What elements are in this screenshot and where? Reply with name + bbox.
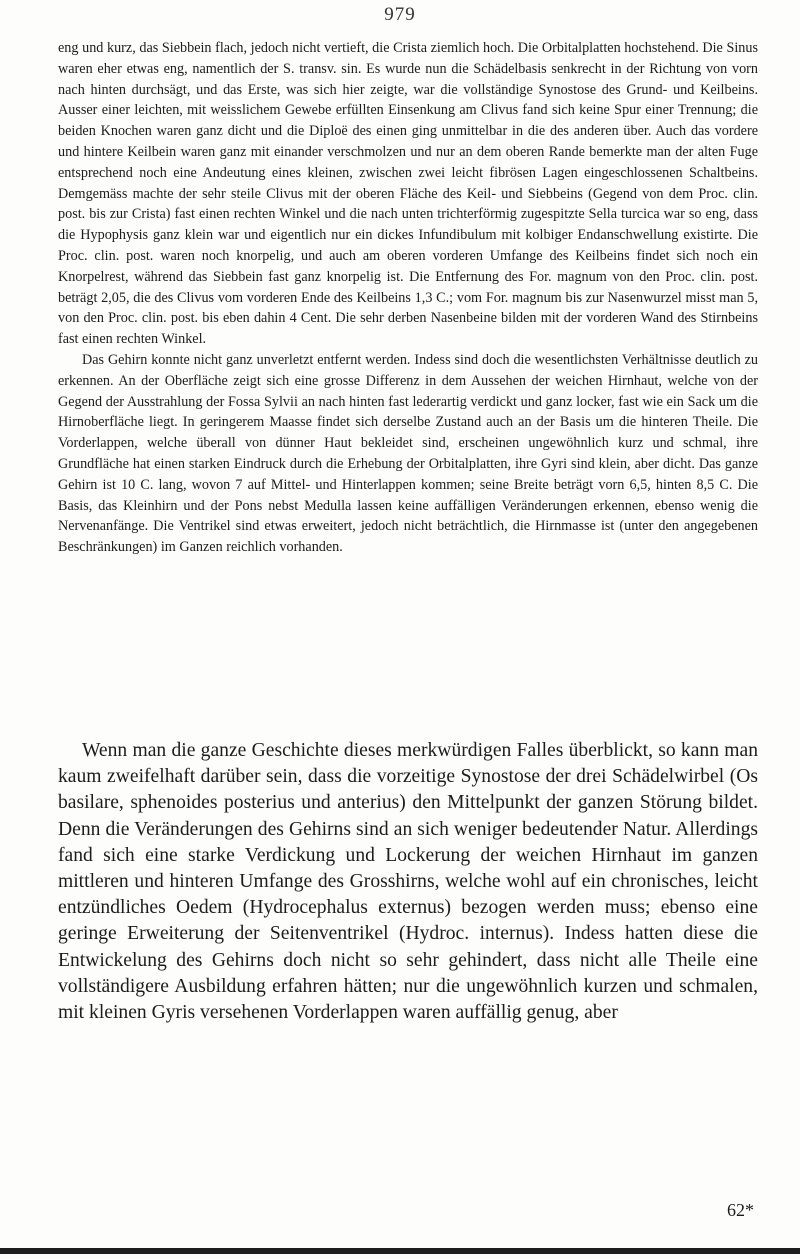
paragraph-brain-findings: Das Gehirn konnte nicht ganz unverletzt entfernt werden. Indess sind doch die wesentlichsten Verhältnisse deutlich zu erkennen. An der Oberfläche zeigt sich eine grosse Differenz in dem Aussehen der weichen Hirnhaut, welche von der Gegend der Ausstrahlung der Fossa Sylvii an nach hinten fast lederartig verdickt und ganz locker, fast wie ein Sack um die Hirnoberfläche liegt. In geringerem Maasse findet sich derselbe Zustand auch an der Basis um die hinteren Theile. Die Vorderlappen, welche überall von dünner Haut bekleidet sind, erscheinen ungewöhnlich kurz und schmal, ihre Grundfläche hat einen starken Eindruck durch die Erhebung der Orbitalplatten, ihre Gyri sind klein, aber dicht. Das ganze Gehirn ist 10 C. lang, wovon 7 auf Mittel- und Hinterlappen kommen; seine Breite beträgt vorn 6,5, hinten 8,5 C. Die Basis, das Kleinhirn und der Pons nebst Medulla lassen keine auffälligen Veränderungen erkennen, ebenso wenig die Nervenanfänge. Die Ventrikel sind etwas erweitert, jedoch nicht beträchtlich, die Hirnmasse ist (unter den angegebenen Beschränkungen) im Ganzen reichlich vorhanden. xyxy=(58,351,758,556)
small-print-section xyxy=(58,38,758,558)
signature-mark: 62* xyxy=(727,1200,754,1220)
large-print-section xyxy=(58,738,758,1026)
paragraph-case-summary: Wenn man die ganze Geschichte dieses merkwürdigen Falles überblickt, so kann man kaum zweifelhaft darüber sein, dass die vorzeitige Synostose der drei Schädelwirbel (Os basilare, sphenoides posterius und anterius) den Mittelpunkt der ganzen Störung bildet. Denn die Veränderungen des Gehirns sind an sich weniger bedeutender Natur. Allerdings fand sich eine starke Verdickung und Lockerung der weichen Hirnhaut im ganzen mittleren und hinteren Umfange des Grosshirns, welche wohl auf ein chronisches, leicht entzündliches Oedem (Hydrocephalus externus) bezogen werden muss; ebenso eine geringe Erweiterung der Seitenventrikel (Hydroc. internus). Indess hatten diese die Entwickelung des Gehirns doch nicht so sehr gehindert, dass nicht alle Theile eine vollständigere Ausbildung erfahren hätten; nur die ungewöhnlich kurzen und schmalen, mit kleinen Gyris versehenen Vorderlappen waren auffällig genug, aber xyxy=(58,740,758,1024)
paragraph-skull-findings: eng und kurz, das Siebbein flach, jedoch nicht vertieft, die Crista ziemlich hoch. Die Orbitalplatten hochstehend. Die Sinus waren eher etwas eng, namentlich der S. transv. sin. Es wurde nun die Schädelbasis senkrecht in der Richtung von vorn nach hinten durchsägt, und das Erste, was sich hier zeigte, war die vollständige Synostose des Grund- und Keilbeins. Ausser einer leichten, mit weisslichem Gewebe erfüllten Einsenkung am Clivus fand sich keine Spur einer Trennung; die beiden Knochen waren ganz dicht und die Diploë des einen ging unmittelbar in die des anderen über. Auch das vordere und hintere Keilbein waren ganz mit einander verschmolzen und nur an dem oberen Rande bemerkte man der alten Fuge entsprechend noch eine Andeutung eines kleinen, zwischen zwei leicht fibrösen Lagen eingeschlossenen Schaltbeins. Demgemäss machte der sehr steile Clivus mit der oberen Fläche des Keil- und Siebbeins (Gegend von dem Proc. clin. post. bis zur Crista) fast einen rechten Winkel und die nach unten trichterförmig zugespitzte Sella turcica war so eng, dass die Hypophysis ganz klein war und eigentlich nur ein dickes Infundibulum mit kolbiger Endanschwellung existirte. Die Proc. clin. post. waren noch knorpelig, und auch am oberen vorderen Umfange des Keilbeins findet sich noch ein Knorpelrest, während das Siebbein fast ganz knorpelig ist. Die Entfernung des For. magnum von den Proc. clin. post. beträgt 2,05, die des Clivus vom vorderen Ende des Keilbeins 1,3 C.; vom For. magnum bis zur Nasenwurzel misst man 5, von den Proc. clin. post. bis eben dahin 4 Cent. Die sehr derben Nasenbeine bilden mit der vorderen Wand des Stirnbeins fast einen rechten Winkel. xyxy=(58,40,758,348)
bottom-edge-rule xyxy=(0,1248,800,1254)
page-number: 979 xyxy=(384,4,416,25)
